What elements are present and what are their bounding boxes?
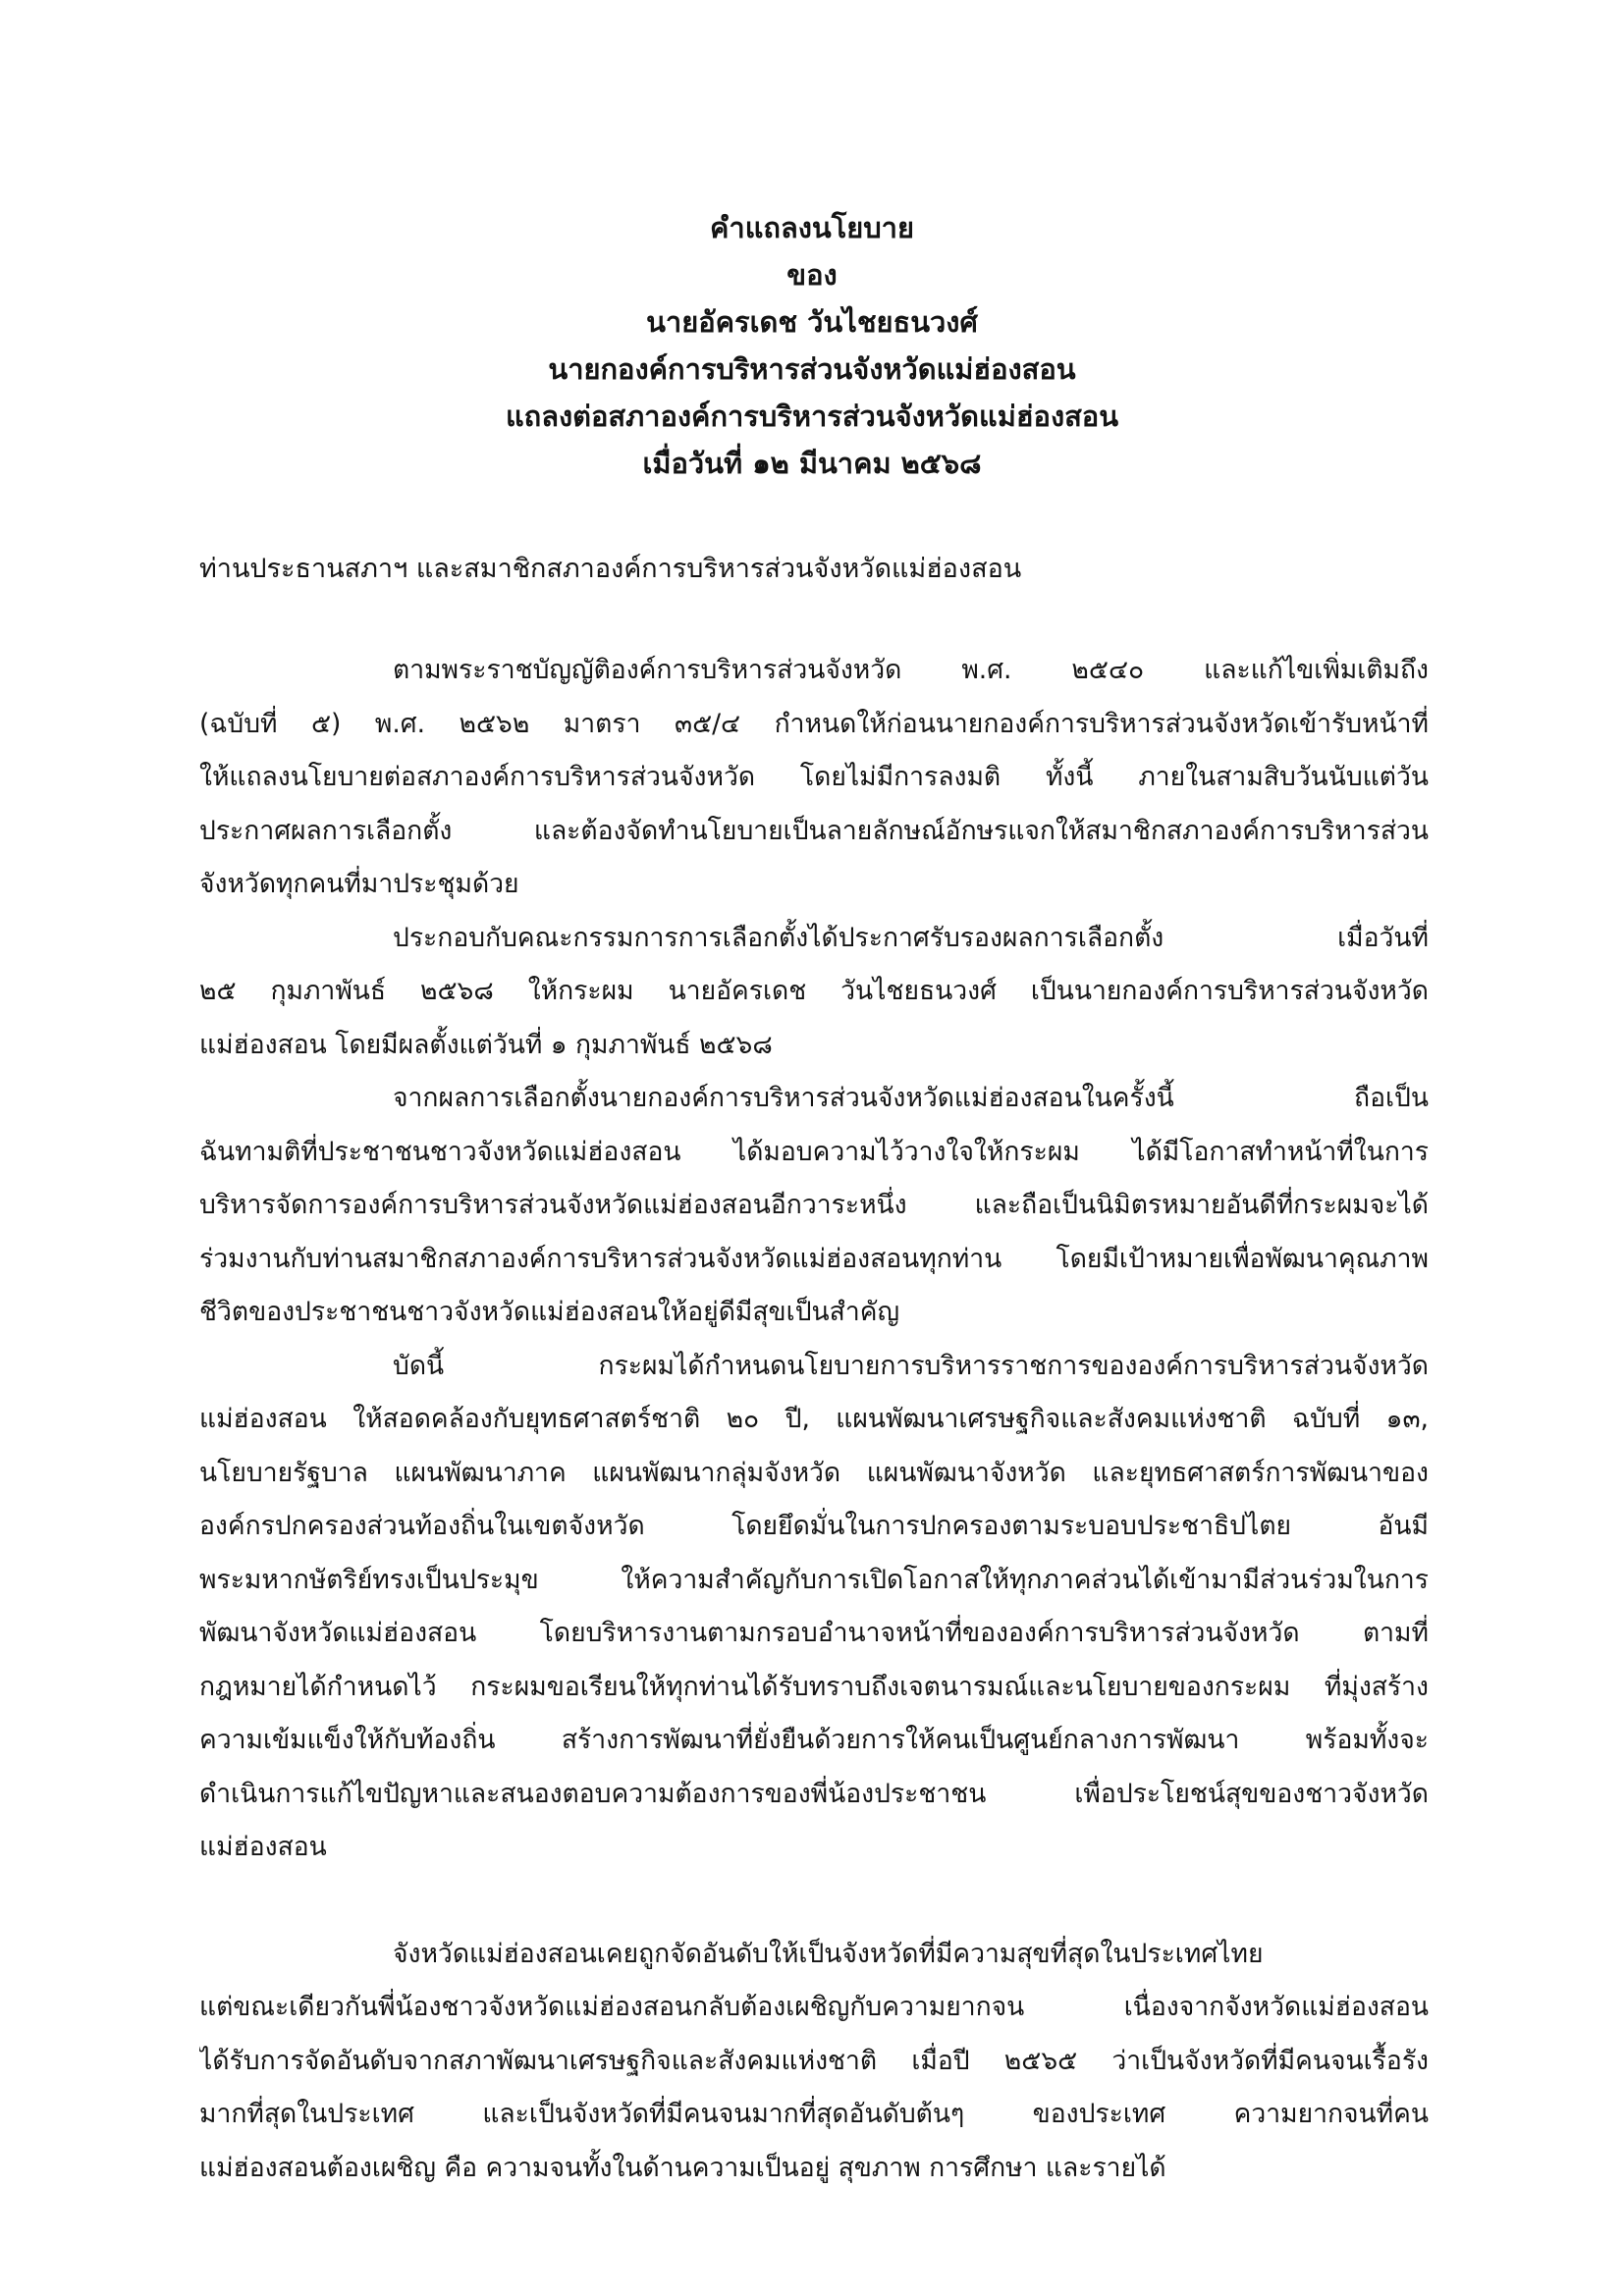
paragraph-line: มากที่สุดในประเทศ และเป็นจังหวัดที่มีคนจนมากที่สุดอันดับต้นๆ ของประเทศ ความยากจนที่คน [199,2099,1429,2129]
paragraph-line: บริหารจัดการองค์การบริหารส่วนจังหวัดแม่ฮ่องสอนอีกวาระหนึ่ง และถือเป็นนิมิตรหมายอันดีที่กระผมจะได้ [199,1190,1429,1220]
paragraph-line: แม่ฮ่องสอน [199,1832,327,1862]
paragraph-line: บัดนี้ กระผมได้กำหนดนโยบายการบริหารราชการขององค์การบริหารส่วนจังหวัด [393,1350,1429,1381]
header-speaker-position: นายกองค์การบริหารส่วนจังหวัดแม่ฮ่องสอน [548,352,1076,386]
paragraph-1 [199,644,1429,912]
header-audience: แถลงต่อสภาองค์การบริหารส่วนจังหวัดแม่ฮ่องสอน [505,400,1119,433]
paragraph-line: แม่ฮ่องสอน โดยมีผลตั้งแต่วันที่ ๑ กุมภาพันธ์ ๒๕๖๘ [199,1029,773,1060]
paragraph-line: ได้รับการจัดอันดับจากสภาพัฒนาเศรษฐกิจและสังคมแห่งชาติ เมื่อปี ๒๕๖๕ ว่าเป็นจังหวัดที่มีคนจนเรื้อรัง [199,2045,1429,2076]
paragraph-line: ให้แถลงนโยบายต่อสภาองค์การบริหารส่วนจังหวัด โดยไม่มีการลงมติ ทั้งนี้ ภายในสามสิบวันนับแต่วัน [199,762,1429,792]
paragraph-4 [199,1340,1429,1875]
paragraph-5 [199,1928,1429,2196]
header-speaker-name: นายอัครเดช วันไชยธนวงศ์ [646,305,978,339]
paragraph-line: แม่ฮ่องสอนต้องเผชิญ คือ ความจนทั้งในด้านความเป็นอยู่ สุขภาพ การศึกษา และรายได้ [199,2152,1166,2183]
paragraph-line: ความเข้มแข็งให้กับท้องถิ่น สร้างการพัฒนาที่ยั่งยืนด้วยการให้คนเป็นศูนย์กลางการพัฒนา พร้อมทั้งจะ [199,1725,1429,1755]
paragraph-line: จังหวัดทุกคนที่มาประชุมด้วย [199,869,519,899]
paragraph-line: พระมหากษัตริย์ทรงเป็นประมุข ให้ความสำคัญกับการเปิดโอกาสให้ทุกภาคส่วนได้เข้ามามีส่วนร่วมในการ [199,1564,1429,1595]
header-date: เมื่อวันที่ ๑๒ มีนาคม ๒๕๖๘ [642,447,982,480]
paragraph-line: จากผลการเลือกตั้งนายกองค์การบริหารส่วนจังหวัดแม่ฮ่องสอนในครั้งนี้ ถือเป็น [393,1083,1429,1113]
paragraph-line: ฉันทามติที่ประชาชนชาวจังหวัดแม่ฮ่องสอน ได้มอบความไว้วางใจให้กระผม ได้มีโอกาสทำหน้าที่ในการ [199,1136,1429,1167]
paragraph-line: ดำเนินการแก้ไขปัญหาและสนองตอบความต้องการของพี่น้องประชาชน เพื่อประโยชน์สุขของชาวจังหวัด [199,1778,1429,1809]
body-section-1 [199,644,1429,2195]
paragraph-line: ประกอบกับคณะกรรมการการเลือกตั้งได้ประกาศรับรองผลการเลือกตั้ง เมื่อวันที่ [393,922,1429,953]
salutation: ท่านประธานสภาฯ และสมาชิกสภาองค์การบริหารส่วนจังหวัดแม่ฮ่องสอน [199,554,1022,584]
header-of: ของ [786,258,838,292]
paragraph-line: ๒๕ กุมภาพันธ์ ๒๕๖๘ ให้กระผม นายอัครเดช วันไชยธนวงศ์ เป็นนายกองค์การบริหารส่วนจังหวัด [199,976,1429,1006]
paragraph-2 [199,912,1429,1073]
paragraph-line: (ฉบับที่ ๕) พ.ศ. ๒๕๖๒ มาตรา ๓๕/๔ กำหนดให้ก่อนนายกองค์การบริหารส่วนจังหวัดเข้ารับหน้าที่ [199,708,1429,739]
paragraph-line: องค์กรปกครองส่วนท้องถิ่นในเขตจังหวัด โดยยึดมั่นในการปกครองตามระบอบประชาธิปไตย อันมี [199,1511,1429,1541]
document-header [0,204,1624,487]
paragraph-line: ร่วมงานกับท่านสมาชิกสภาองค์การบริหารส่วนจังหวัดแม่ฮ่องสอนทุกท่าน โดยมีเป้าหมายเพื่อพัฒนาคุณภาพ [199,1243,1429,1274]
paragraph-line: ตามพระราชบัญญัติองค์การบริหารส่วนจังหวัด พ.ศ. ๒๕๔๐ และแก้ไขเพิ่มเติมถึง [393,655,1429,685]
paragraph-line: นโยบายรัฐบาล แผนพัฒนาภาค แผนพัฒนากลุ่มจังหวัด แผนพัฒนาจังหวัด และยุทธศาสตร์การพัฒนาของ [199,1457,1429,1488]
paragraph-line: ประกาศผลการเลือกตั้ง และต้องจัดทำนโยบายเป็นลายลักษณ์อักษรแจกให้สมาชิกสภาองค์การบริหารส่วน [199,815,1429,846]
paragraph-line: พัฒนาจังหวัดแม่ฮ่องสอน โดยบริหารงานตามกรอบอำนาจหน้าที่ขององค์การบริหารส่วนจังหวัด ตามที่ [199,1618,1429,1648]
paragraph-line: ชีวิตของประชาชนชาวจังหวัดแม่ฮ่องสอนให้อยู่ดีมีสุขเป็นสำคัญ [199,1297,900,1327]
paragraph-3 [199,1072,1429,1340]
paragraph-line: กฎหมายได้กำหนดไว้ กระผมขอเรียนให้ทุกท่านได้รับทราบถึงเจตนารมณ์และนโยบายของกระผม ที่มุ่งสร้าง [199,1671,1429,1702]
paragraph-line: แต่ขณะเดียวกันพี่น้องชาวจังหวัดแม่ฮ่องสอนกลับต้องเผชิญกับความยากจน เนื่องจากจังหวัดแม่ฮ่องสอน [199,1992,1429,2022]
header-title: คำแถลงนโยบาย [710,211,914,244]
paragraph-line: แม่ฮ่องสอน ให้สอดคล้องกับยุทธศาสตร์ชาติ ๒๐ ปี, แผนพัฒนาเศรษฐกิจและสังคมแห่งชาติ ฉบับที่ ๑๓, [199,1404,1429,1434]
paragraph-gap [199,1875,1429,1928]
paragraph-line: จังหวัดแม่ฮ่องสอนเคยถูกจัดอันดับให้เป็นจังหวัดที่มีความสุขที่สุดในประเทศไทย [393,1938,1264,1969]
